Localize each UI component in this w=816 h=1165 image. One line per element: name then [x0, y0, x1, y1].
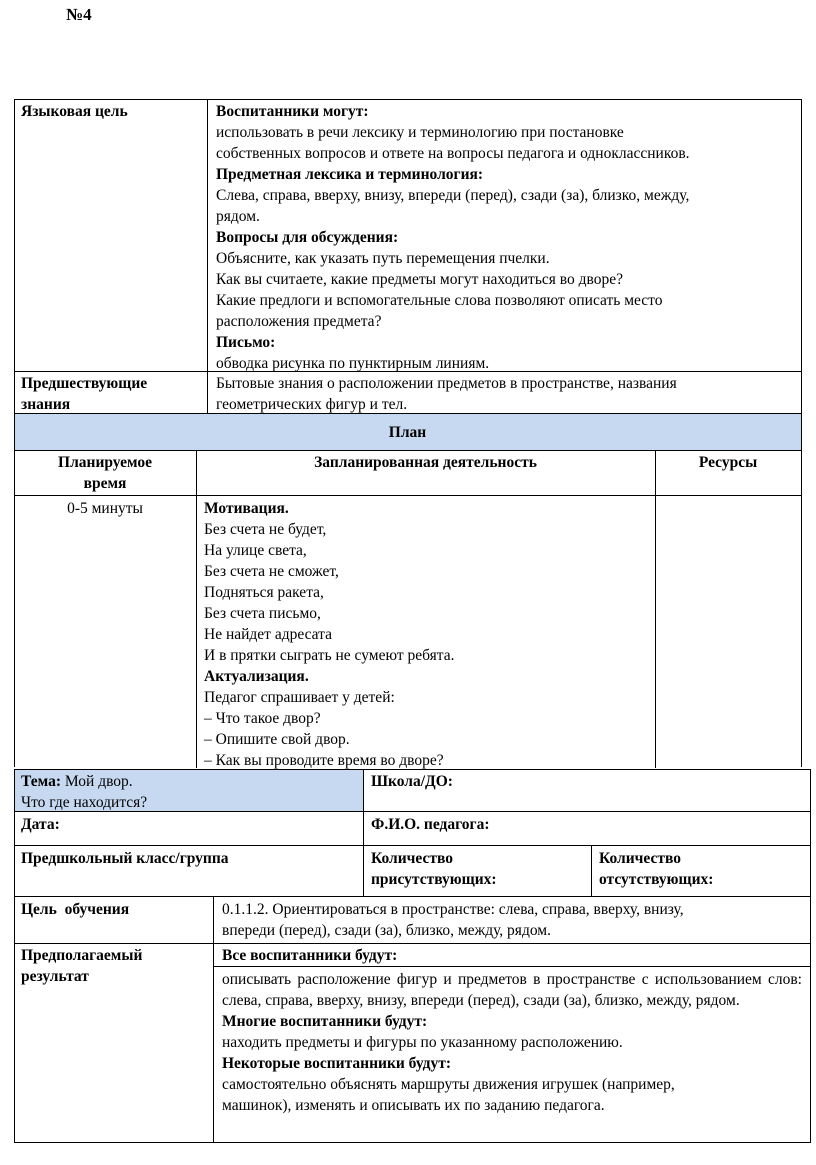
activity-line: Без счета не сможет,: [204, 563, 339, 580]
lang-goal-heading-can: Воспитанники могут:: [216, 103, 369, 120]
lang-goal-line: обводка рисунка по пунктирным линиям.: [216, 355, 490, 372]
lang-goal-line: рядом.: [216, 208, 260, 225]
lang-goal-line: Объясните, как указать путь перемещения пчелки.: [216, 250, 550, 267]
lang-goal-line: использовать в речи лексику и терминологию при постановке: [216, 124, 624, 141]
many-students-text: находить предметы и фигуры по указанному расположению.: [222, 1034, 623, 1051]
group-label: Предшкольный класс/группа: [21, 850, 229, 867]
activity-line: – Опишите свой двор.: [204, 731, 350, 748]
date-label: Дата:: [21, 816, 60, 833]
some-students-heading: Некоторые воспитанники будут:: [222, 1055, 451, 1072]
expected-result-content: [222, 969, 802, 1116]
plan-header: План: [388, 424, 427, 441]
column-planned-time: Планируемое время: [58, 454, 152, 492]
column-planned-activity: Запланированная деятельность: [314, 454, 537, 471]
theme-label: Тема:: [21, 773, 61, 790]
language-goal-label: Языковая цель: [21, 103, 128, 120]
learning-goal-label: Цель обучения: [21, 901, 130, 918]
activity-content: [204, 498, 649, 771]
activity-line: Не найдет адресата: [204, 626, 333, 643]
prior-knowledge-label: Предшествующие знания: [21, 375, 148, 413]
learning-goal-content: 0.1.1.2. Ориентироваться в пространстве: слева, справа, вверху, внизу, впереди (перед), сзади (за), близко, между, рядом.: [222, 901, 684, 939]
present-count-label: Количество присутствующих:: [371, 850, 497, 888]
lang-goal-line: Слева, справа, вверху, внизу, впереди (перед), сзади (за), близко, между,: [216, 187, 690, 204]
lang-goal-line: собственных вопросов и ответе на вопросы педагога и одноклассников.: [216, 145, 690, 162]
activity-line: – Как вы проводите время во дворе?: [204, 752, 444, 769]
teacher-label: Ф.И.О. педагога:: [371, 816, 490, 833]
activity-heading-motivation: Мотивация.: [204, 500, 289, 517]
time-value: 0-5 минуты: [67, 500, 143, 517]
activity-line: Педагог спрашивает у детей:: [204, 689, 395, 706]
many-students-heading: Многие воспитанники будут:: [222, 1013, 428, 1030]
activity-line: Подняться ракета,: [204, 584, 324, 601]
page-number: №4: [66, 5, 92, 24]
activity-line: – Что такое двор?: [204, 710, 321, 727]
column-resources: Ресурсы: [698, 454, 758, 471]
some-students-text: машинок), изменять и описывать их по заданию педагога.: [222, 1097, 605, 1114]
all-students-heading: Все воспитанники будут:: [222, 947, 398, 964]
theme-cell: [21, 771, 147, 813]
theme-value: Мой двор.: [61, 773, 133, 790]
lang-goal-heading-vocab: Предметная лексика и терминология:: [216, 166, 484, 183]
activity-line: Без счета письмо,: [204, 605, 321, 622]
lang-goal-line: Как вы считаете, какие предметы могут находиться во дворе?: [216, 271, 623, 288]
absent-count-label: Количество отсутствующих:: [599, 850, 714, 888]
lang-goal-line: Какие предлоги и вспомогательные слова позволяют описать место: [216, 292, 663, 309]
expected-result-label: Предполагаемый результат: [21, 947, 143, 985]
lang-goal-line: расположения предмета?: [216, 313, 382, 330]
lang-goal-heading-questions: Вопросы для обсуждения:: [216, 229, 399, 246]
activity-line: И в прятки сыграть не сумеют ребята.: [204, 647, 455, 664]
activity-line: На улице света,: [204, 542, 307, 559]
theme-subtitle: Что где находится?: [21, 794, 148, 811]
some-students-text: самостоятельно объяснять маршруты движения игрушек (например,: [222, 1076, 675, 1093]
all-students-text: описывать расположение фигур и предметов в пространстве с использованием слов: слева, справа, вверху, внизу, впереди (перед), сзади (за), близко, между, рядом.: [222, 971, 802, 1009]
prior-knowledge-content: Бытовые знания о расположении предметов в пространстве, названия геометрических фигур и тел.: [216, 375, 677, 413]
activity-heading-actualization: Актуализация.: [204, 668, 309, 685]
language-goal-content: [216, 101, 796, 374]
lang-goal-heading-writing: Письмо:: [216, 334, 276, 351]
school-label: Школа/ДО:: [371, 773, 453, 790]
activity-line: Без счета не будет,: [204, 521, 327, 538]
